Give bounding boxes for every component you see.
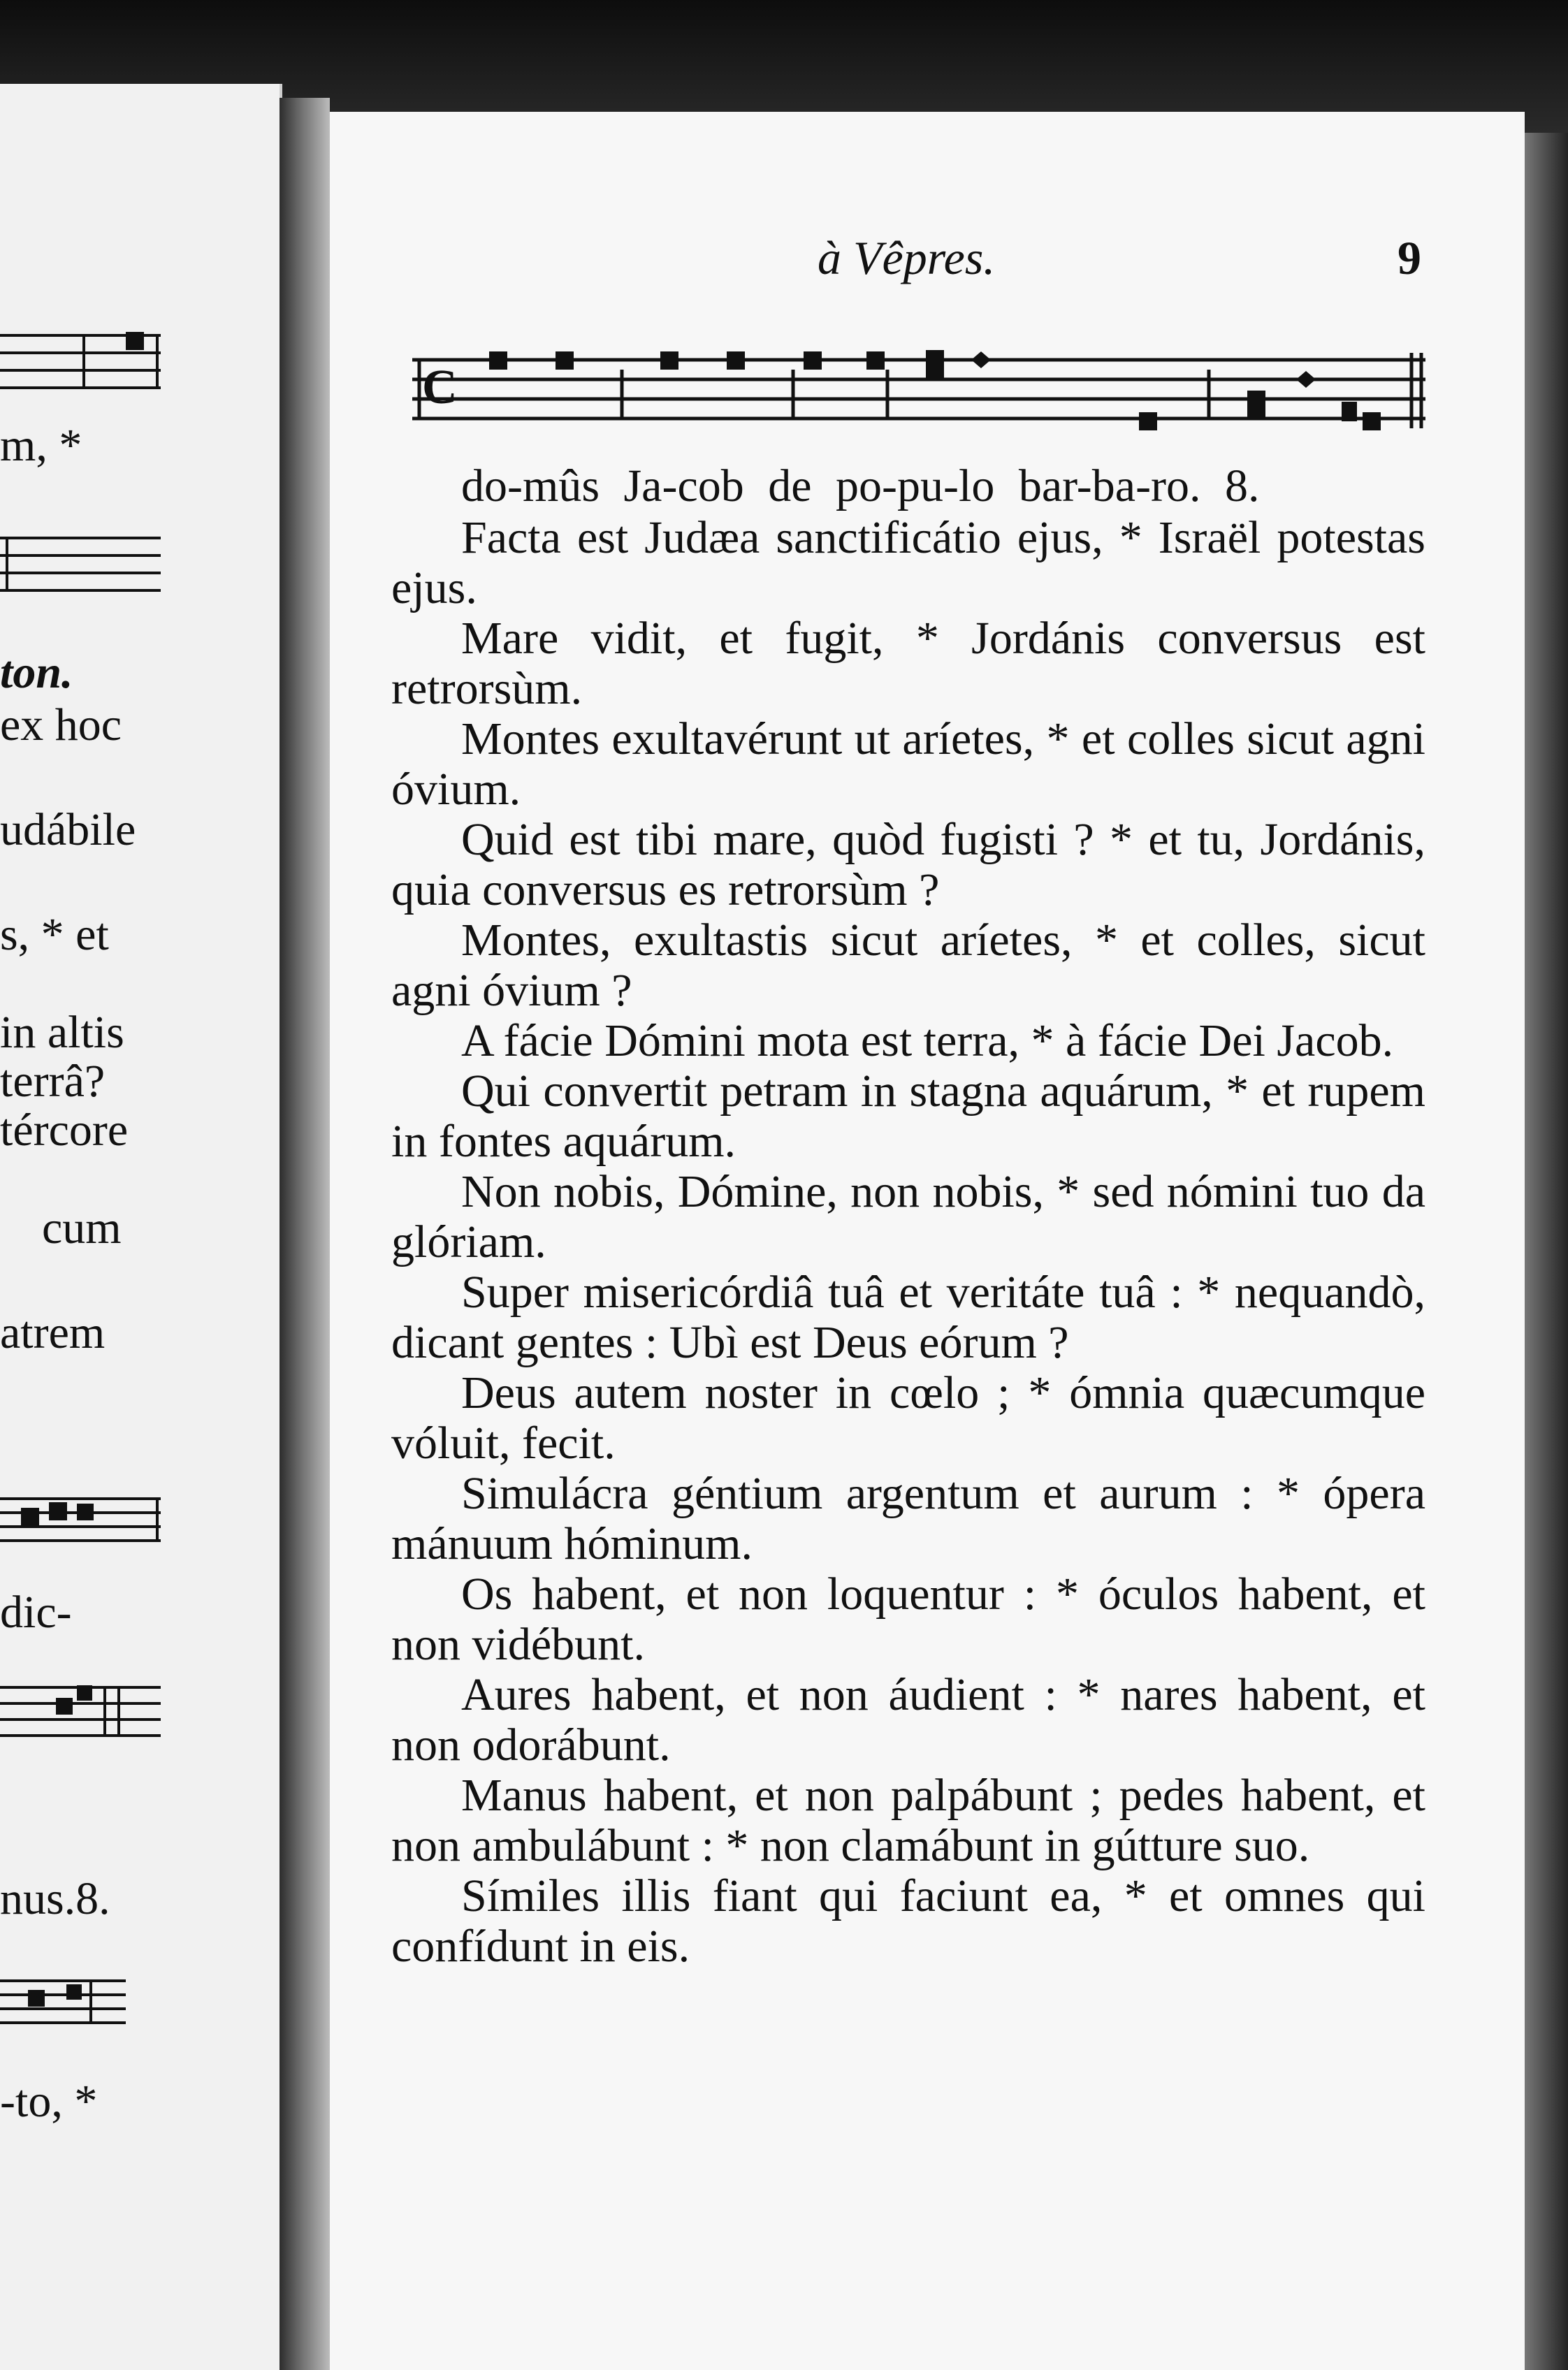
left-fragment: udábile [0, 804, 136, 855]
verse: Montes, exultastis sicut aríetes, * et colles, sicut agni óvium ? [391, 915, 1425, 1016]
verse: Quid est tibi mare, quòd fugisti ? * et tu, Jordánis, quia conversus es retrorsùm ? [391, 814, 1425, 915]
verse: Qui convertit petram in stagna aquárum, * et rupem in fontes aquárum. [391, 1066, 1425, 1167]
verse: Símiles illis fiant qui faciunt ea, * et omnes qui confídunt in eis. [391, 1870, 1425, 1972]
chant-staff [412, 346, 1425, 444]
book-gutter [280, 98, 330, 2370]
verse: Manus habent, et non palpábunt ; pedes habent, et non ambulábunt : * non clamábunt in gútture suo. [391, 1770, 1425, 1871]
left-fragment: ton. [0, 647, 73, 698]
verse: A fácie Dómini mota est terra, * à fácie Dei Jacob. [461, 1015, 1394, 1066]
verse: Montes exultavérunt ut aríetes, * et colles sicut agni óvium. [391, 713, 1425, 815]
verse: Mare vidit, et fugit, * Jordánis conversus est retrorsùm. [391, 613, 1425, 714]
left-staff-3 [0, 1488, 168, 1558]
left-fragment: nus.8. [0, 1873, 110, 1924]
left-fragment: m, * [0, 420, 82, 471]
left-page [0, 84, 282, 2370]
left-fragment: dic- [0, 1587, 72, 1638]
verse: Os habent, et non loquentur : * óculos habent, et non vidébunt. [391, 1569, 1425, 1670]
left-staff-1 [0, 321, 168, 405]
running-header [0, 231, 1537, 300]
psalm-text [391, 461, 1425, 1972]
left-fragment: in altis [0, 1007, 124, 1058]
page-number: 9 [1398, 231, 1421, 284]
verse: Aures habent, et non áudient : * nares habent, et non odorábunt. [391, 1669, 1425, 1771]
verse: Super misericórdiâ tuâ et veritáte tuâ : * nequandò, dicant gentes : Ubì est Deus eórum ? [391, 1267, 1425, 1368]
page-edge [1525, 133, 1568, 2370]
left-fragment: terrâ? [0, 1056, 106, 1107]
left-staff-4 [0, 1677, 168, 1754]
left-fragment: s, * et [0, 909, 109, 960]
running-title: à Vêpres. [818, 231, 996, 284]
left-fragment: -to, * [0, 2076, 98, 2127]
left-fragment: cum [42, 1202, 122, 1253]
left-fragment: tércore [0, 1105, 129, 1156]
verse: Deus autem noster in cœlo ; * ómnia quæcumque vóluit, fecit. [391, 1367, 1425, 1469]
left-fragment: ex hoc [0, 699, 122, 750]
left-staff-5 [0, 1970, 168, 2040]
left-fragment: atrem [0, 1307, 106, 1358]
verse: Facta est Judæa sanctificátio ejus, * Israël potestas ejus. [391, 512, 1425, 613]
left-staff-2 [0, 524, 168, 608]
svg-text:C: C [422, 361, 458, 414]
verse: Simulácra géntium argentum et aurum : * ópera mánuum hóminum. [391, 1468, 1425, 1569]
verse: Non nobis, Dómine, non nobis, * sed nómini tuo da glóriam. [391, 1166, 1425, 1267]
chant-lyrics: do-mûs Ja-cob de po-pu-lo bar-ba-ro. 8. [461, 460, 1260, 511]
